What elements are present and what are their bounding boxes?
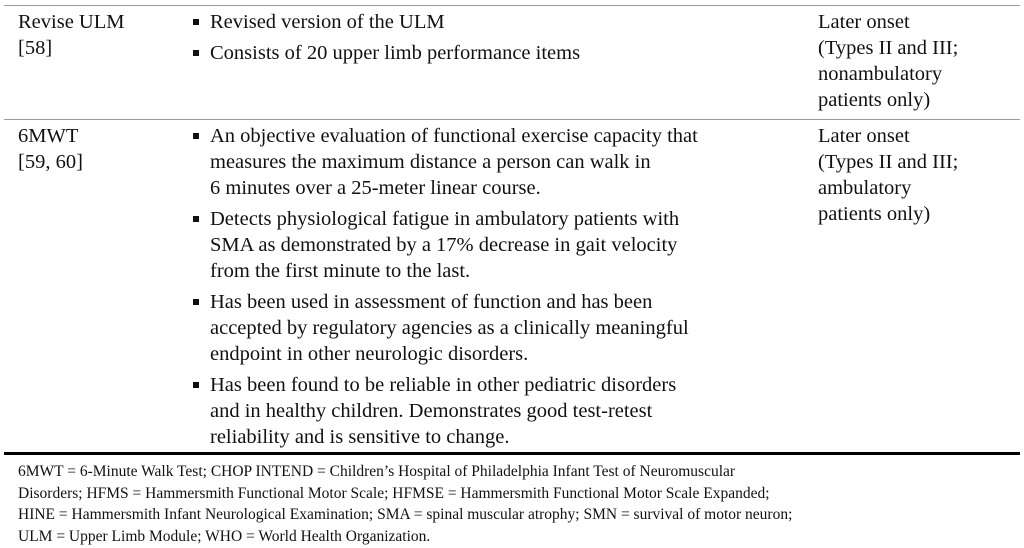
list-item: Has been used in assessment of function and has been accepted by regulatory agencies as a clinically meaningful endpoint in other neurologic disorders. (190, 289, 790, 367)
description-list (190, 123, 790, 450)
square-bullet-icon (193, 299, 199, 305)
row-divider (4, 119, 1020, 120)
population-cell: Later onset (Types II and III; ambulatory patients only) (818, 125, 959, 225)
measure-cell: Revise ULM [58] (18, 11, 125, 59)
description-cell (190, 123, 790, 455)
list-item: Revised version of the ULM (190, 9, 790, 35)
table-bottom-rule (4, 452, 1020, 455)
table-footnote: 6MWT = 6-Minute Walk Test; CHOP INTEND = Children’s Hospital of Philadelphia Infant Test of Neuromuscular Disorders; HFMS = Hammersmith Functional Motor Scale; HFMSE = Hammersmith Functional Motor Scale Expanded; HINE = Hammersmith Infant Neurological Examination; SMA = spinal muscular atrophy; SMN = survival of motor neuron; ULM = Upper Limb Module; WHO = World Health Organization. (18, 463, 793, 545)
square-bullet-icon (193, 216, 199, 222)
population-cell: Later onset (Types II and III; nonambulatory patients only) (818, 11, 959, 111)
description-cell (190, 9, 790, 71)
measure-cell: 6MWT [59, 60] (18, 125, 83, 173)
list-item: Detects physiological fatigue in ambulatory patients with SMA as demonstrated by a 17% decrease in gait velocity from the first minute to the last. (190, 206, 790, 284)
list-item: An objective evaluation of functional exercise capacity that measures the maximum distance a person can walk in 6 minutes over a 25-meter linear course. (190, 123, 790, 201)
square-bullet-icon (193, 19, 199, 25)
description-list (190, 9, 790, 66)
table-row-revised-ulm (0, 9, 1024, 115)
square-bullet-icon (193, 50, 199, 56)
list-item: Has been found to be reliable in other pediatric disorders and in healthy children. Demonstrates good test-retest reliability and is sensitive to change. (190, 372, 790, 450)
table-top-rule (4, 5, 1020, 6)
square-bullet-icon (193, 382, 199, 388)
table-row-6mwt (0, 123, 1024, 448)
square-bullet-icon (193, 133, 199, 139)
list-item: Consists of 20 upper limb performance items (190, 40, 790, 66)
